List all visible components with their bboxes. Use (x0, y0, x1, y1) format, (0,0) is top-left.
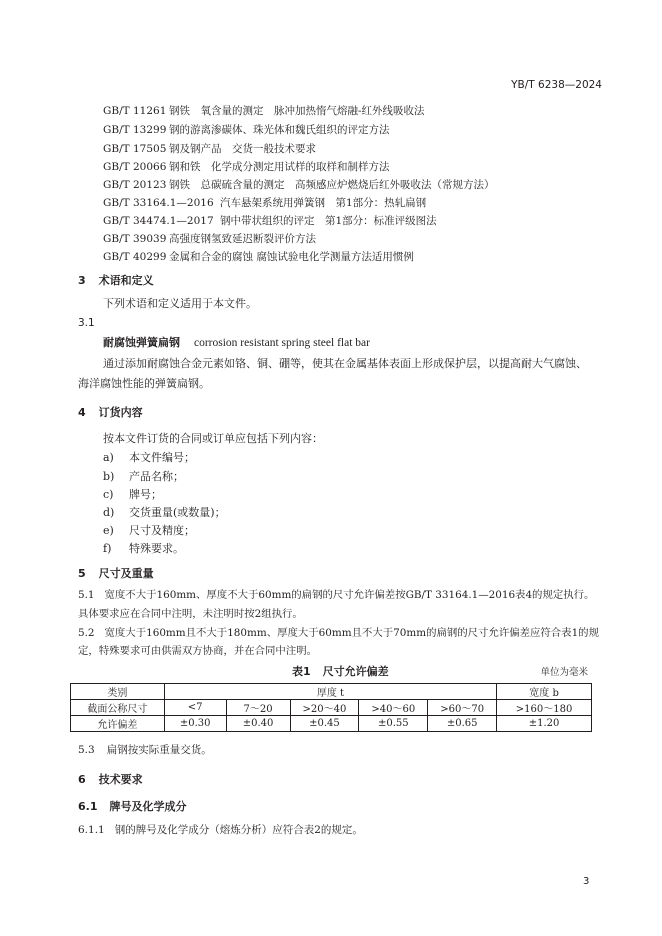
table-row (71, 684, 592, 700)
section-title: 牌号及化学成分 (109, 800, 187, 813)
reference-item (103, 159, 390, 174)
section-3-heading (78, 275, 154, 286)
term-chinese: 耐腐蚀弹簧扁钢 (103, 336, 180, 349)
reference-item (103, 231, 316, 246)
section-number: 6.1 (78, 800, 98, 813)
section-number: 3 (78, 274, 86, 287)
tolerance-table (70, 683, 592, 732)
list-item: c) 牌号； (103, 488, 162, 501)
list-item: d) 交货重量(或数量)； (103, 506, 226, 519)
reference-title: 汽车悬架系统用弹簧钢 第1部分：热轧扁钢 (220, 197, 427, 209)
section-number: 4 (78, 406, 86, 419)
clause-number: 5.2 (78, 627, 95, 639)
reference-title: 钢和铁 化学成分测定用试样的取样和制样方法 (169, 161, 390, 173)
table-cell: >60～70 (428, 700, 497, 716)
clause-5-1-line2: 具体要求应在合同中注明，未注明时按2组执行。 (78, 608, 303, 620)
clause-number: 6.1.1 (78, 824, 105, 836)
table-cell: >20～40 (290, 700, 359, 716)
clause-5-2-line1: 5.2 宽度大于160mm且不大于180mm、厚度大于60mm且不大于70mm的扁钢的尺寸允许偏差应符合表1的规 (78, 627, 599, 639)
clause-number: 5.1 (78, 589, 95, 601)
table-cell: 允许偏差 (71, 716, 165, 732)
table-cell: ±0.55 (359, 716, 428, 732)
clause-5-2-line2: 定，特殊要求可由供需双方协商，并在合同中注明。 (78, 645, 317, 657)
section-5-heading (78, 568, 154, 579)
reference-item (103, 122, 390, 137)
reference-item (103, 249, 414, 264)
list-item: a) 本文件编号； (103, 451, 195, 464)
list-item: f) 特殊要求。 (103, 542, 184, 555)
table-cell: >160～180 (497, 700, 592, 716)
clause-5-3: 5.3 扁钢按实际重量交货。 (78, 744, 212, 756)
reference-item (103, 177, 495, 192)
table-row (71, 700, 592, 716)
reference-code: GB/T 34474.1—2017 (103, 215, 214, 227)
reference-code: GB/T 17505 (103, 143, 167, 155)
table-cell: >40～60 (359, 700, 428, 716)
reference-title: 金属和合金的腐蚀 腐蚀试验电化学测量方法适用惯例 (169, 251, 414, 263)
reference-code: GB/T 13299 (103, 124, 167, 136)
table-cell: ±0.45 (290, 716, 359, 732)
section-title: 技术要求 (98, 773, 143, 786)
list-item: e) 尺寸及精度； (103, 524, 195, 537)
reference-title: 钢铁 总碳硫含量的测定 高频感应炉燃烧后红外吸收法（常规方法） (169, 179, 495, 191)
reference-code: GB/T 20123 (103, 179, 167, 191)
table-cell: 厚度 t (164, 684, 496, 700)
section-title: 术语和定义 (98, 274, 154, 287)
table-cell: ±0.40 (226, 716, 290, 732)
table-cell: ±0.65 (428, 716, 497, 732)
list-item: b) 产品名称； (103, 470, 184, 483)
section-6-heading (78, 774, 143, 785)
clause-6-1-1: 6.1.1 钢的牌号及化学成分（熔炼分析）应符合表2的规定。 (78, 824, 363, 836)
section-number: 5 (78, 567, 86, 580)
table-row (71, 716, 592, 732)
subsection-6-1-heading (78, 801, 187, 812)
table-cell: 类别 (71, 684, 165, 700)
reference-code: GB/T 11261 (103, 105, 167, 117)
reference-item (103, 141, 316, 156)
table-1-caption: 表1 尺寸允许偏差 (292, 665, 389, 678)
section-number: 6 (78, 773, 86, 786)
section-title: 订货内容 (98, 406, 143, 419)
reference-item (103, 103, 425, 118)
reference-code: GB/T 33164.1—2016 (103, 197, 214, 209)
reference-code: GB/T 40299 (103, 251, 167, 263)
reference-title: 钢铁 氧含量的测定 脉冲加热惰气熔融-红外线吸收法 (169, 105, 425, 117)
term-definition-line2: 海洋腐蚀性能的弹簧扁钢。 (78, 377, 210, 390)
reference-code: GB/T 39039 (103, 233, 167, 245)
term-number: 3.1 (78, 317, 95, 329)
section-4-heading (78, 407, 143, 418)
clause-number: 5.3 (78, 744, 95, 756)
reference-title: 钢及钢产品 交货一般技术要求 (169, 143, 316, 155)
table-cell: 7～20 (226, 700, 290, 716)
term-entry (103, 337, 370, 350)
section-3-intro: 下列术语和定义适用于本文件。 (103, 297, 257, 310)
clause-5-1-line1: 5.1 宽度不大于160mm、厚度不大于60mm的扁钢的尺寸允许偏差按GB/T 33164.1—2016表4的规定执行。 (78, 589, 595, 601)
table-1-unit: 单位为毫米 (540, 667, 588, 678)
table-cell: 截面公称尺寸 (71, 700, 165, 716)
reference-title: 钢中带状组织的评定 第1部分：标准评级图法 (220, 215, 437, 227)
standard-code: YB/T 6238—2024 (511, 79, 602, 91)
term-definition-line1: 通过添加耐腐蚀合金元素如铬、铜、硼等，使其在金属基体表面上形成保护层，以提高耐大气腐蚀、 (103, 357, 587, 370)
section-4-intro: 按本文件订货的合同或订单应包括下列内容： (103, 432, 323, 445)
table-cell: ±1.20 (497, 716, 592, 732)
table-cell: ±0.30 (164, 716, 226, 732)
reference-code: GB/T 20066 (103, 161, 167, 173)
reference-title: 高强度钢氢致延迟断裂评价方法 (169, 233, 316, 245)
reference-title: 钢的游离渗碳体、珠光体和魏氏组织的评定方法 (169, 124, 390, 136)
table-cell: <7 (164, 700, 226, 716)
term-english: corrosion resistant spring steel flat bar (194, 337, 370, 349)
reference-item (103, 195, 426, 210)
reference-item (103, 213, 437, 228)
page-number: 3 (583, 876, 590, 887)
section-title: 尺寸及重量 (98, 567, 154, 580)
table-cell: 宽度 b (497, 684, 592, 700)
